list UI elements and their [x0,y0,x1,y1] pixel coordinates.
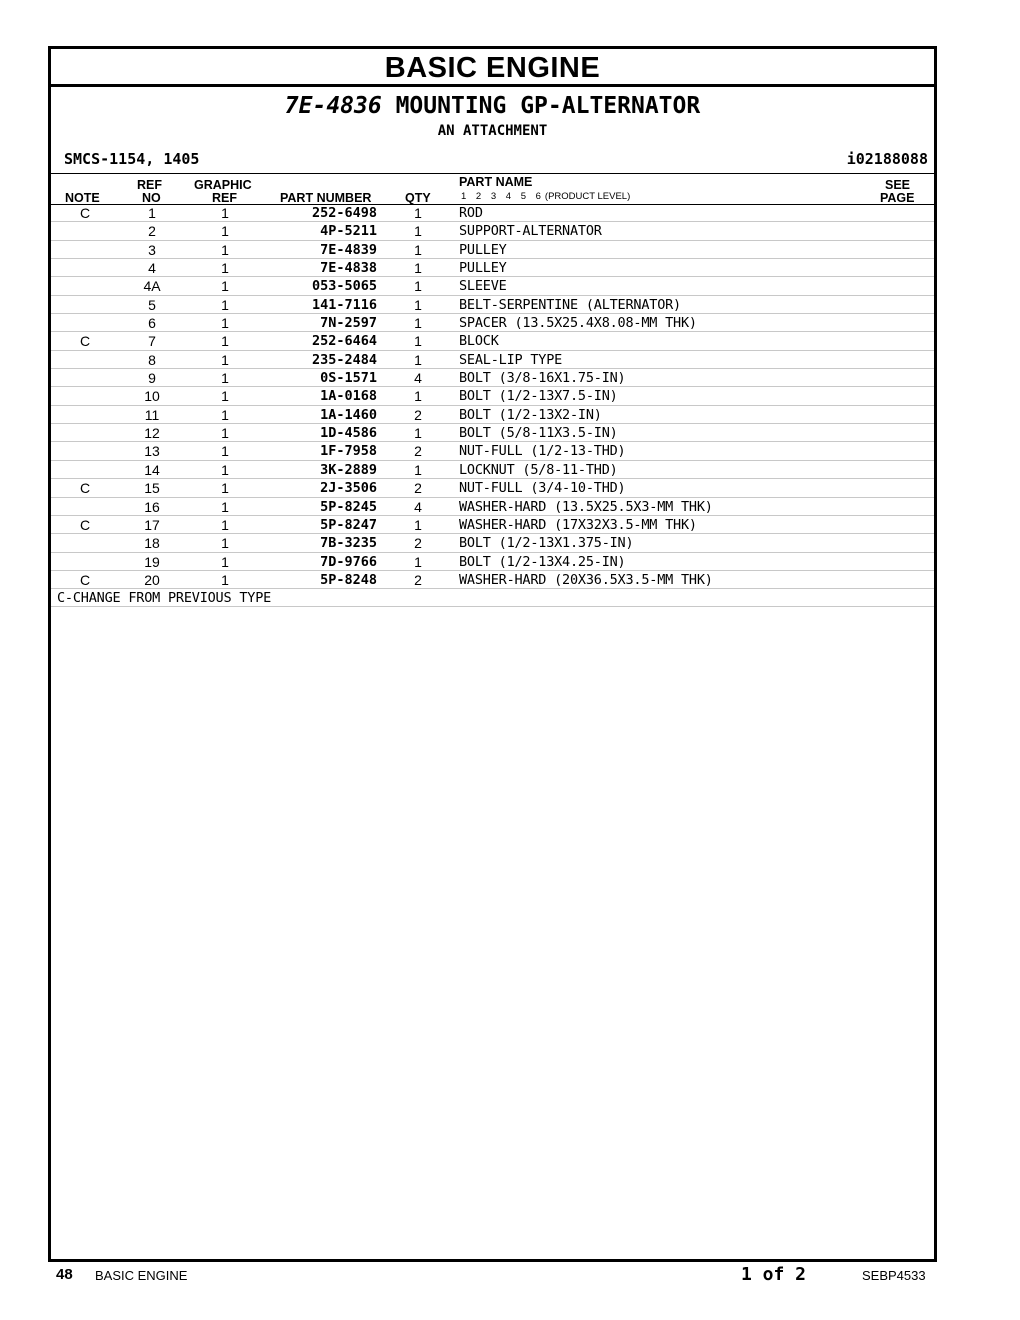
part-name-cell: BOLT (3/8-16X1.75-IN) [459,370,626,387]
part-name-cell: BOLT (1/2-13X2-IN) [459,406,602,423]
part-name-cell: SLEEVE [459,278,507,295]
part-number-cell: 5P-8248 [320,571,377,588]
table-row [51,314,934,332]
ref-no-cell: 6 [148,315,156,332]
table-row [51,241,934,259]
graphic-ref-cell: 1 [221,571,229,588]
group-number: 7E-4836 [284,93,382,119]
footer-page-number: 48 [56,1266,73,1283]
group-title [51,93,934,119]
ref-no-cell: 14 [144,461,160,478]
footer-page-of: 1 of 2 [741,1264,807,1285]
note-cell: C [79,516,91,533]
part-name-cell: NUT-FULL (3/4-10-THD) [459,480,626,497]
note-cell: C [79,571,91,588]
part-name-cell: LOCKNUT (5/8-11-THD) [459,461,618,478]
ref-no-cell: 18 [144,535,160,552]
ref-no-cell: 1 [148,205,156,221]
qty-cell: 1 [414,461,422,478]
part-number-cell: 1F-7958 [320,443,377,460]
graphic-ref-cell: 1 [221,241,229,258]
graphic-ref-cell: 1 [221,370,229,387]
graphic-ref-cell: 1 [221,425,229,442]
part-name-cell: BOLT (1/2-13X7.5-IN) [459,388,618,405]
part-name-cell: BOLT (5/8-11X3.5-IN) [459,425,618,442]
part-name-cell: SPACER (13.5X25.4X8.08-MM THK) [459,315,697,332]
ref-no-cell: 12 [144,425,160,442]
table-row [51,351,934,369]
qty-cell: 2 [414,443,422,460]
product-level-numbers: 1 2 3 4 5 6 [461,191,541,202]
part-number-cell: 7E-4839 [320,241,377,258]
header-see-bottom: PAGE [880,191,915,205]
table-row [51,534,934,552]
part-number-cell: 2J-3506 [320,480,377,497]
ref-no-cell: 13 [144,443,160,460]
header-product-levels [461,191,630,202]
part-name-cell: BELT-SERPENTINE (ALTERNATOR) [459,296,681,313]
table-row [51,277,934,295]
product-level-label: (PRODUCT LEVEL) [544,191,631,202]
part-name-cell: PULLEY [459,241,507,258]
table-row [51,296,934,314]
graphic-ref-cell: 1 [221,388,229,405]
graphic-ref-cell: 1 [221,260,229,277]
graphic-ref-cell: 1 [221,278,229,295]
table-row [51,571,934,589]
qty-cell: 1 [414,223,422,240]
header-ref-top: REF [137,178,162,192]
table-row [51,387,934,405]
note-cell: C [79,205,91,221]
note-cell: C [79,333,91,350]
ref-no-cell: 3 [148,241,156,258]
qty-cell: 1 [414,315,422,332]
table-row [51,442,934,460]
table-row [51,369,934,387]
qty-cell: 1 [414,333,422,350]
part-number-cell: 4P-5211 [320,223,377,240]
table-row [51,516,934,534]
qty-cell: 1 [414,278,422,295]
qty-cell: 1 [414,260,422,277]
qty-cell: 4 [414,498,422,515]
ref-no-cell: 9 [148,370,156,387]
part-name-cell: WASHER-HARD (20X36.5X3.5-MM THK) [459,571,713,588]
table-row [51,406,934,424]
graphic-ref-cell: 1 [221,553,229,570]
graphic-ref-cell: 1 [221,461,229,478]
smcs-code: SMCS-1154, 1405 [64,150,200,168]
graphic-ref-cell: 1 [221,498,229,515]
part-number-cell: 7N-2597 [320,315,377,332]
graphic-ref-cell: 1 [221,296,229,313]
graphic-ref-cell: 1 [221,205,229,221]
ref-no-cell: 15 [144,480,160,497]
graphic-ref-cell: 1 [221,443,229,460]
parts-page-frame [48,46,937,1262]
ref-no-cell: 5 [148,296,156,313]
qty-cell: 4 [414,370,422,387]
part-name-cell: BLOCK [459,333,499,350]
qty-cell: 2 [414,535,422,552]
ref-no-cell: 4A [143,278,161,295]
part-number-cell: 7E-4838 [320,260,377,277]
part-number-cell: 7B-3235 [320,535,377,552]
parts-table [51,204,934,607]
note-cell: C [79,480,91,497]
table-row [51,553,934,571]
ref-no-cell: 4 [148,260,156,277]
part-name-cell: SUPPORT-ALTERNATOR [459,223,602,240]
qty-cell: 2 [414,571,422,588]
qty-cell: 2 [414,406,422,423]
part-name-cell: SEAL-LIP TYPE [459,351,563,368]
ref-no-cell: 19 [144,553,160,570]
header-note: NOTE [65,191,100,205]
graphic-ref-cell: 1 [221,480,229,497]
qty-cell: 1 [414,241,422,258]
part-number-cell: 252-6464 [311,333,377,350]
graphic-ref-cell: 1 [221,315,229,332]
group-subtitle: AN ATTACHMENT [437,123,548,139]
part-name-cell: NUT-FULL (1/2-13-THD) [459,443,626,460]
ref-no-cell: 10 [144,388,160,405]
part-number-cell: 053-5065 [311,278,377,295]
part-number-cell: 235-2484 [311,351,377,368]
graphic-ref-cell: 1 [221,516,229,533]
header-part-name: PART NAME [459,175,533,189]
part-number-cell: 1D-4586 [320,425,377,442]
part-name-cell: PULLEY [459,260,507,277]
qty-cell: 2 [414,480,422,497]
group-name: MOUNTING GP-ALTERNATOR [395,93,701,119]
table-row [51,479,934,497]
part-name-cell: WASHER-HARD (17X32X3.5-MM THK) [459,516,697,533]
graphic-ref-cell: 1 [221,223,229,240]
ref-no-cell: 16 [144,498,160,515]
part-name-cell: ROD [459,205,483,221]
part-number-cell: 7D-9766 [320,553,377,570]
qty-cell: 1 [414,296,422,313]
table-row [51,461,934,479]
qty-cell: 1 [414,351,422,368]
header-top-rule [51,173,934,174]
part-number-cell: 1A-0168 [320,388,377,405]
header-graphic-bottom: REF [212,191,237,205]
part-name-cell: BOLT (1/2-13X4.25-IN) [459,553,626,570]
graphic-ref-cell: 1 [221,333,229,350]
table-row [51,424,934,442]
graphic-ref-cell: 1 [221,406,229,423]
table-row [51,222,934,240]
ref-no-cell: 11 [144,406,160,423]
footnote: C-CHANGE FROM PREVIOUS TYPE [51,589,934,607]
footer-section: BASIC ENGINE [95,1268,188,1283]
illustration-id: i02188088 [846,150,928,168]
ref-no-cell: 8 [148,351,156,368]
ref-no-cell: 7 [148,333,156,350]
part-number-cell: 141-7116 [311,296,377,313]
section-title: BASIC ENGINE [51,49,934,87]
header-part-number: PART NUMBER [280,191,372,205]
part-number-cell: 5P-8247 [320,516,377,533]
ref-no-cell: 2 [148,223,156,240]
qty-cell: 1 [414,425,422,442]
table-row [51,498,934,516]
table-row [51,259,934,277]
header-qty: QTY [405,191,431,205]
graphic-ref-cell: 1 [221,535,229,552]
part-number-cell: 1A-1460 [320,406,377,423]
qty-cell: 1 [414,205,422,221]
header-graphic-top: GRAPHIC [194,178,252,192]
qty-cell: 1 [414,516,422,533]
footer-doc-number: SEBP4533 [862,1268,926,1283]
table-row [51,332,934,350]
qty-cell: 1 [414,388,422,405]
table-row [51,204,934,222]
qty-cell: 1 [414,553,422,570]
part-name-cell: BOLT (1/2-13X1.375-IN) [459,535,634,552]
part-number-cell: 0S-1571 [320,370,377,387]
part-number-cell: 5P-8245 [320,498,377,515]
header-ref-bottom: NO [142,191,161,205]
header-see-top: SEE [885,178,911,192]
part-number-cell: 3K-2889 [320,461,377,478]
ref-no-cell: 20 [144,571,160,588]
part-name-cell: WASHER-HARD (13.5X25.5X3-MM THK) [459,498,713,515]
ref-no-cell: 17 [144,516,160,533]
graphic-ref-cell: 1 [221,351,229,368]
part-number-cell: 252-6498 [311,205,377,221]
